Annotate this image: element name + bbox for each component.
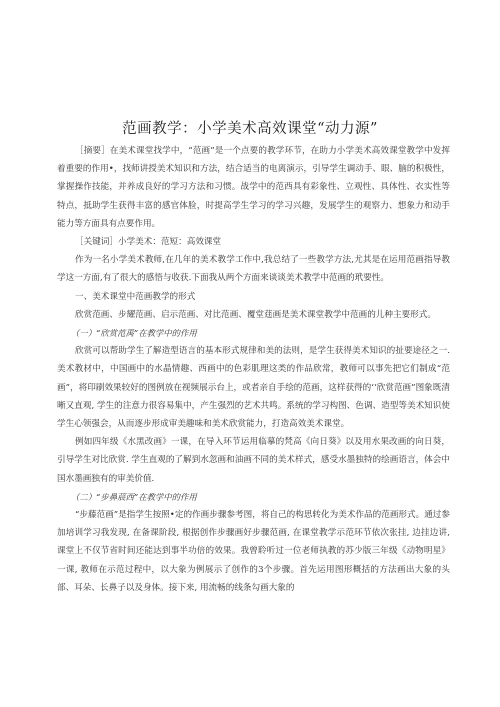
document-body: [57, 142, 450, 597]
intro-paragraph: 作为一名小学美术教师,在几年的美术教学工作中,我总结了一些教学方法,尤其是在运用范画指导教学这一方面,有了很大的感悟与收获.下面我从两个方面来谈谈美术教学中范画的玳要性。: [57, 255, 450, 284]
abstract-paragraph: ［摘要］在美术课堂找学中，“范画”是一个点要的教学环节，在助力小学美术高效课堂教学中发挥着重要的作用•，找师讲授美术知识和方法，结合适当的电离演示，引导学生调动手、眼、脑的积极性，掌握操作技能，并养成良好的学习方法和习惯。战学中的范西具有彩象性、立观性、具体性、衣实性等特点，抵助学生获得丰富的感官体脸，时提高学生学习的学习兴趣，发展学生的观察力、想象力和动手能力等方面具有点要作用。: [57, 146, 450, 229]
paragraph-example: 例如四年级《水黑改画》一课，在导入环节运用临摹的梵高《向日葵》以及用水果改画的向日葵，引导学生对比欣赏. 学生直观的了解到水忽画和油画不同的美术样式，感受水墨独特的绘画语言，体会中国水墨画独有的审美价值.: [57, 437, 450, 484]
paragraph-appreciation: 欣赏可以帮助学生了解造型语言的基本形式规律和美的法则，是学生获得美术知识的扯要途径之一. 美术教材中，中国画中的水晶情趣、西画中的色彩肌理这类的作品欣常，教师可以事先把它们制成“范画”，将印刷效果较好的图例放在视频展示台上，或者亲自手绘的范画，这样获得的‘‘欣赏范画”图象既清晰又直观, 学生的注意力很容易集中，产生强烈的艺术共鸣。系统的学习构图、色调、造型等美术知识使学生心领强会，从而逐步形成审美趣味和美术欣赏能力，打造高效美术课堂。: [57, 346, 450, 430]
subsection-heading-2: （二）“步鼻莀西”在教学中的作用: [71, 491, 197, 502]
page-title: 范画教学：小学美术高效课堂“动力源”: [122, 121, 378, 137]
paragraph-steps: “步藤范画”是指学生按照•定的作画步骤参考图，将自己的构思转化为美术作品的范画形式。通过参加培训学习我发现, 在备课阶段, 根据创作步骤画好步骤范画, 在课堂教学示范环节依次张挂, 边挂边讲, 课堂上不仅节省时间还能达到事半功倍的效果。我曾聆听过一位老师执教的苏少版三年级《动物明星》一课, 教师在示范过程中，以大象为例展示了创作的3个步骤。首先运用图形概括的方法画出大象的头部、耳朵、长鼻子以及身体。接下来, 用流畅的线条勾画大象的: [57, 510, 450, 593]
section-heading: 一、美术课堂中范画教学的形式: [75, 291, 196, 302]
subsection-heading-1: （一）“欣赏范禹”在教学中的作用: [71, 328, 197, 339]
section-intro-paragraph: 欣赏范画、步耀范画、启示范画、对比范画、覆堂莛画是美术课堂教学中范画的儿种主要形式。: [75, 309, 436, 320]
keywords-line: ［关键词］小学美术：范短：高效课堂: [75, 237, 222, 248]
